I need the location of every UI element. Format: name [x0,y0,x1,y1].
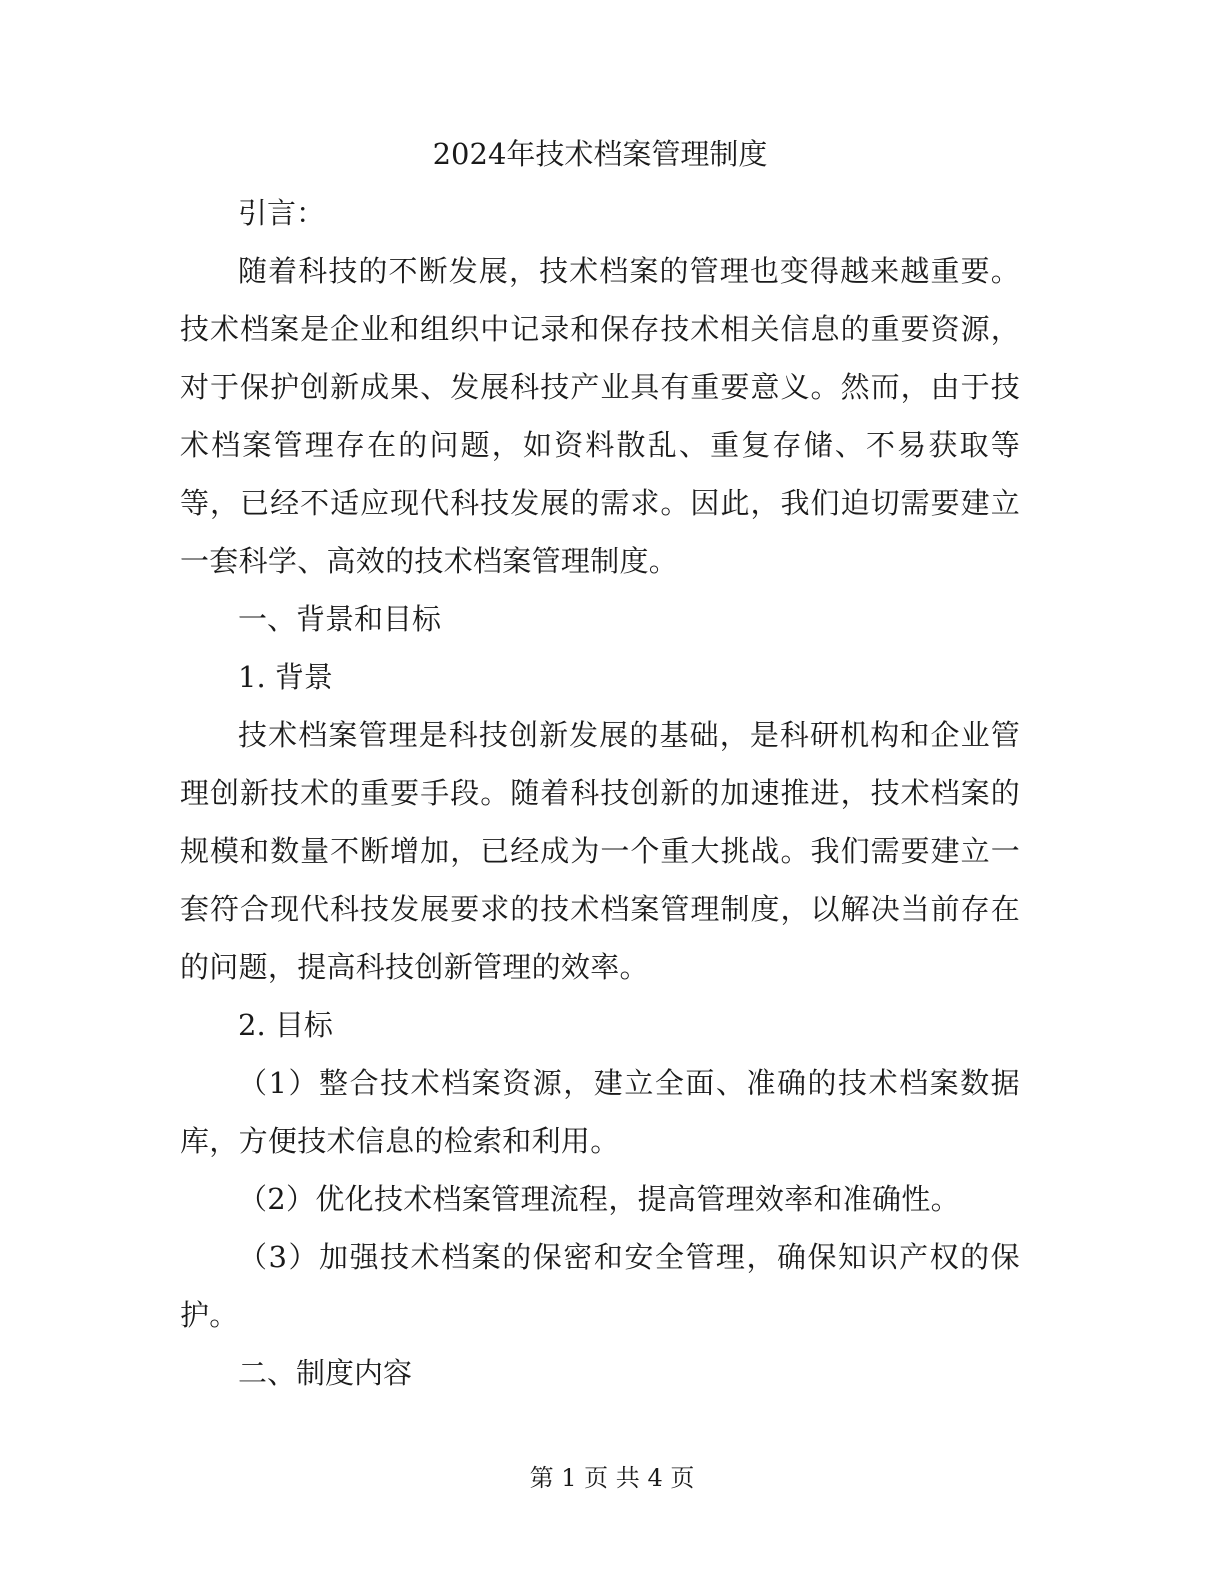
intro-paragraph: 随着科技的不断发展，技术档案的管理也变得越来越重要。技术档案是企业和组织中记录和保存技术相关信息的重要资源，对于保护创新成果、发展科技产业具有重要意义。然而，由于技术档案管理存在的问题，如资料散乱、重复存储、不易获取等等，已经不适应现代科技发展的需求。因此，我们迫切需要建立一套科学、高效的技术档案管理制度。 [180,254,1020,578]
section-1-heading: 一、背景和目标 [238,602,442,636]
page-footer: 第 1 页 共 4 页 [529,1464,695,1492]
goal-item-1: （1）整合技术档案资源，建立全面、准确的技术档案数据库，方便技术信息的检索和利用。 [180,1066,1020,1158]
section-2-heading: 二、制度内容 [238,1356,413,1390]
document-page [180,128,1020,1402]
subsection-background-heading: 1. 背景 [238,660,333,694]
background-paragraph: 技术档案管理是科技创新发展的基础，是科研机构和企业管理创新技术的重要手段。随着科技创新的加速推进，技术档案的规模和数量不断增加，已经成为一个重大挑战。我们需要建立一套符合现代科技发展要求的技术档案管理制度，以解决当前存在的问题，提高科技创新管理的效率。 [180,718,1020,984]
document-title: 2024年技术档案管理制度 [432,137,768,171]
intro-label: 引言： [238,196,326,230]
goal-item-2: （2）优化技术档案管理流程，提高管理效率和准确性。 [238,1182,960,1216]
goal-item-3: （3）加强技术档案的保密和安全管理，确保知识产权的保护。 [180,1240,1020,1332]
subsection-goals-heading: 2. 目标 [238,1008,333,1042]
